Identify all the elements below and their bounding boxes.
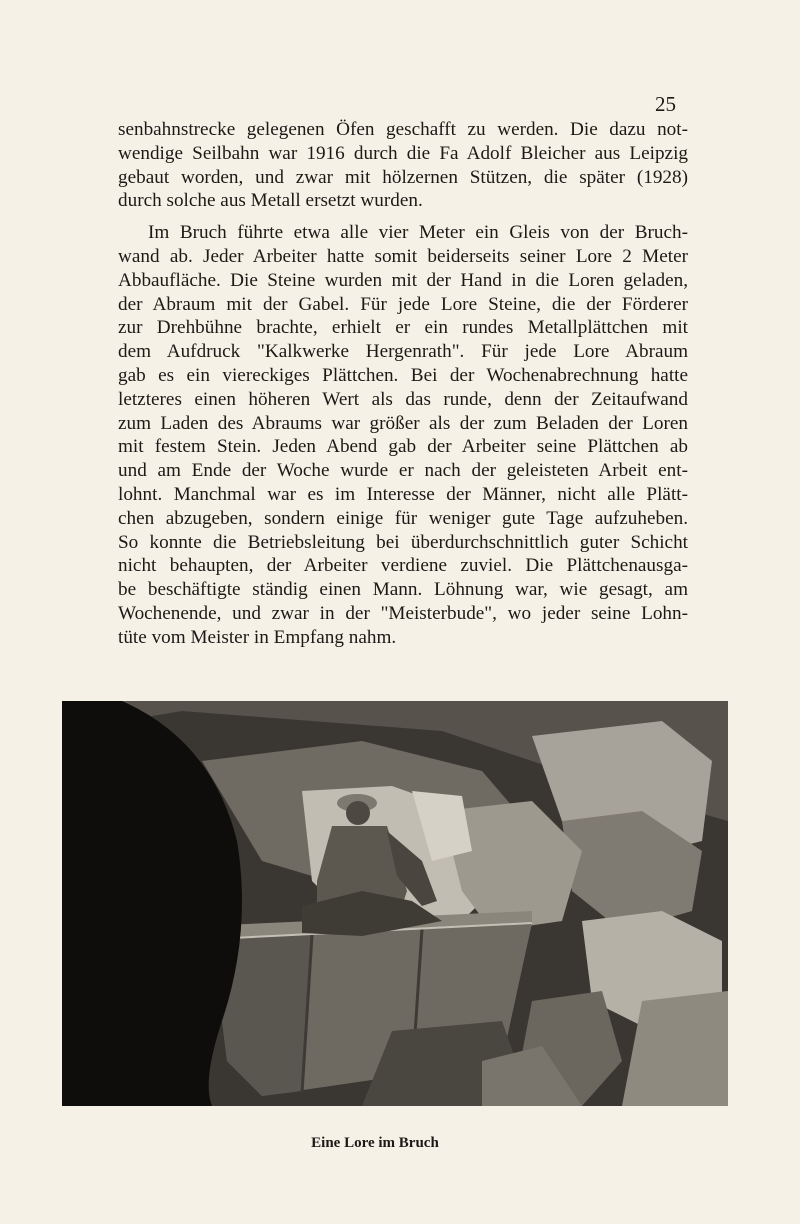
- body-text: [118, 118, 688, 650]
- text-line: letzteres einen höheren Wert als das runde, denn der Zeitaufwand: [118, 388, 688, 410]
- text-line: wand ab. Jeder Arbeiter hatte somit beiderseits seiner Lore 2 Meter: [118, 245, 688, 267]
- text-line: senbahnstrecke gelegenen Öfen geschafft zu werden. Die dazu not-: [118, 119, 688, 140]
- text-line: lohnt. Manchmal war es im Interesse der Männer, nicht alle Plätt-: [118, 483, 688, 505]
- text-line: durch solche aus Metall ersetzt wurden.: [118, 190, 423, 212]
- text-line: mit festem Stein. Jeden Abend gab der Arbeiter seine Plättchen ab: [118, 436, 688, 458]
- text-line: Wochenende, und zwar in der "Meisterbude", wo jeder seine Lohn-: [118, 602, 688, 624]
- text-line: Im Bruch führte etwa alle vier Meter ein Gleis von der Bruch-: [148, 222, 688, 244]
- paragraph-1: [118, 118, 688, 213]
- text-line: tüte vom Meister in Empfang nahm.: [118, 626, 397, 648]
- text-line: der Abraum mit der Gabel. Für jede Lore Steine, die der Förderer: [118, 293, 688, 315]
- text-line: dem Aufdruck "Kalkwerke Hergenrath". Für jede Lore Abraum: [118, 341, 688, 363]
- text-line: So konnte die Betriebsleitung bei überdurchschnittlich guter Schicht: [118, 531, 688, 553]
- text-line: und am Ende der Woche wurde er nach der geleisteten Arbeit ent-: [118, 460, 688, 482]
- text-line: zum Laden des Abraums war größer als der zum Beladen der Loren: [118, 412, 688, 434]
- text-line: nicht behaupten, der Arbeiter verdiene zuviel. Die Plättchenausga-: [118, 555, 688, 577]
- photo-caption: Eine Lore im Bruch: [311, 1135, 439, 1151]
- text-line: be beschäftigte ständig einen Mann. Löhnung war, wie gesagt, am: [118, 579, 688, 601]
- text-line: Abbaufläche. Die Steine wurden mit der Hand in die Loren geladen,: [118, 269, 688, 291]
- page-number: 25: [655, 92, 676, 116]
- text-line: gebaut worden, und zwar mit hölzernen Stützen, die später (1928): [118, 166, 688, 188]
- text-line: chen abzugeben, sondern einige für weniger gute Tage aufzuheben.: [118, 507, 688, 529]
- paragraph-2: [118, 221, 688, 649]
- text-line: gab es ein viereckiges Plättchen. Bei der Wochenabrechnung hatte: [118, 364, 688, 386]
- quarry-photo: [62, 701, 728, 1106]
- text-line: zur Drehbühne brachte, erhielt er ein rundes Metallplättchen mit: [118, 317, 688, 339]
- text-line: wendige Seilbahn war 1916 durch die Fa Adolf Bleicher aus Leipzig: [118, 142, 688, 164]
